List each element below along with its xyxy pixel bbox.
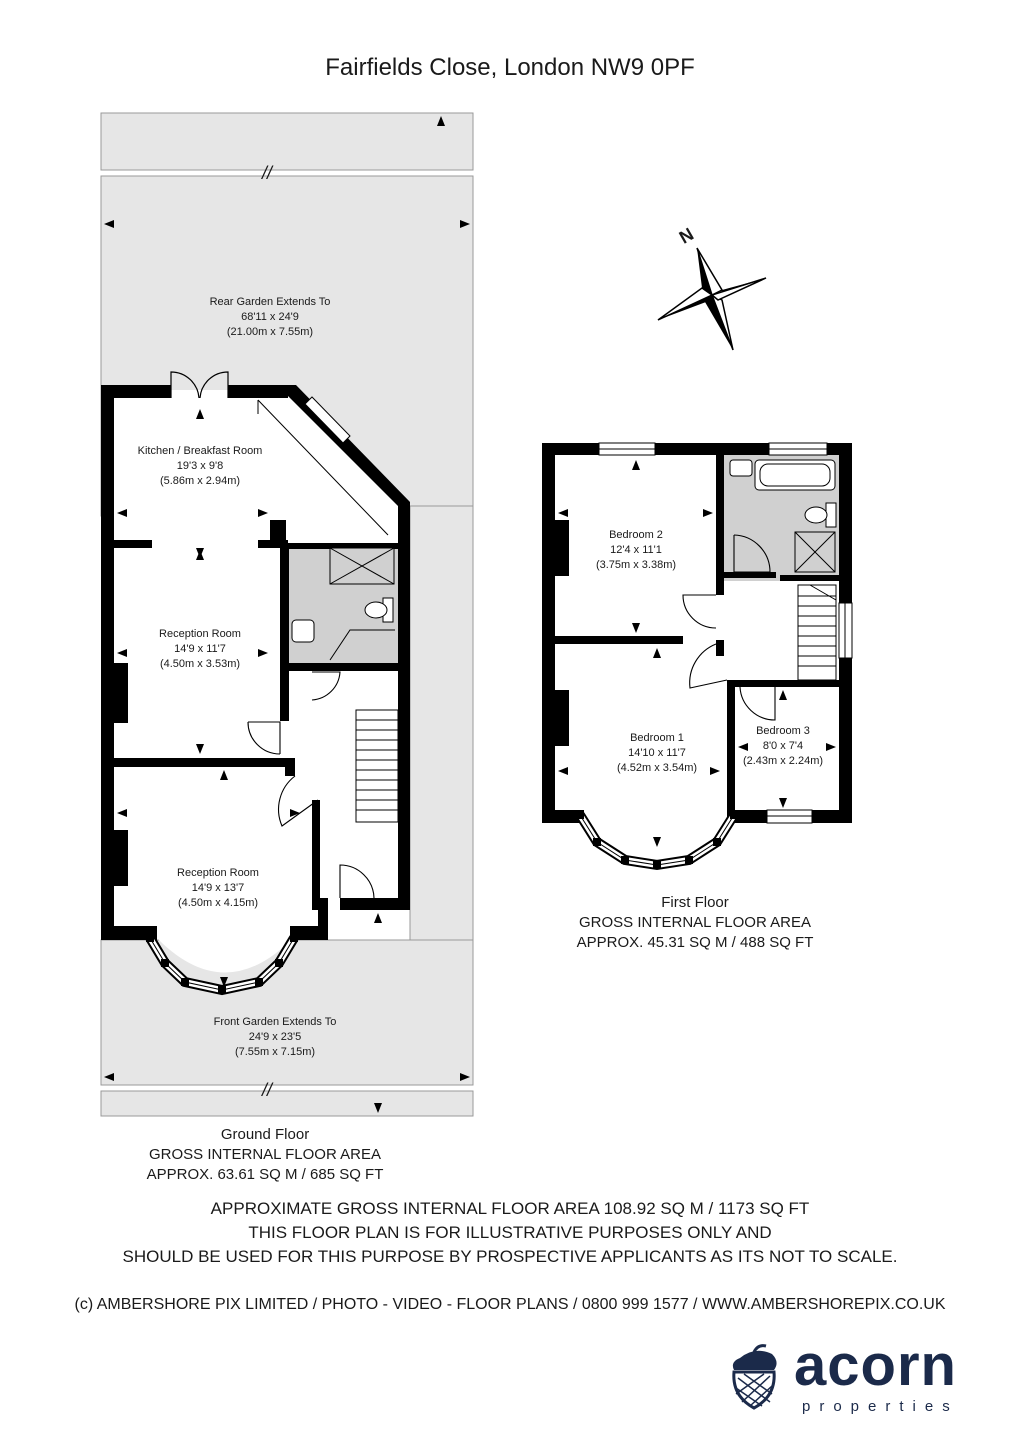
first-floor-name: First Floor xyxy=(661,894,729,911)
plan-title: Fairfields Close, London NW9 0PF xyxy=(325,54,695,81)
front-garden-imperial: 24'9 x 23'5 xyxy=(248,1031,302,1043)
ground-stairs xyxy=(356,710,398,822)
rear-garden-name: Rear Garden Extends To xyxy=(209,296,331,308)
reception1-imperial: 14'9 x 11'7 xyxy=(174,643,226,655)
rear-garden-imperial: 68'11 x 24'9 xyxy=(241,311,299,323)
bedroom1-imperial: 14'10 x 11'7 xyxy=(628,747,686,759)
front-garden-strip xyxy=(101,1091,473,1116)
bedroom3-name: Bedroom 3 xyxy=(756,725,810,737)
reception1-name: Reception Room xyxy=(159,628,241,640)
acorn-logo xyxy=(720,1333,1000,1420)
ground-floor-name: Ground Floor xyxy=(220,1126,310,1143)
ground-floor-area-label: GROSS INTERNAL FLOOR AREA xyxy=(149,1146,381,1163)
kitchen-name: Kitchen / Breakfast Room xyxy=(137,445,263,457)
reception2-imperial: 14'9 x 13'7 xyxy=(191,882,245,894)
ground-floor-area: APPROX. 63.61 SQ M / 685 SQ FT xyxy=(146,1166,384,1183)
disclaimer-line-3: SHOULD BE USED FOR THIS PURPOSE BY PROSPECTIVE APPLICANTS AS ITS NOT TO SCALE. xyxy=(122,1247,898,1266)
compass-north-letter: N xyxy=(675,223,698,248)
bedroom1-metric: (4.52m x 3.54m) xyxy=(616,762,698,774)
compass-icon xyxy=(658,224,766,350)
disclaimer-line-1: APPROXIMATE GROSS INTERNAL FLOOR AREA 108.92 SQ M / 1173 SQ FT xyxy=(210,1199,810,1218)
front-garden-break-mark: // xyxy=(262,1080,273,1100)
ground-floor-label xyxy=(130,1125,400,1185)
logo-wordmark: acorn xyxy=(794,1333,957,1398)
front-garden-name: Front Garden Extends To xyxy=(213,1016,337,1028)
rear-garden-break-mark: // xyxy=(262,163,273,183)
reception2-name: Reception Room xyxy=(177,867,259,879)
bedroom3-imperial: 8'0 x 7'4 xyxy=(762,740,804,752)
reception2-metric: (4.50m x 4.15m) xyxy=(177,897,259,909)
front-garden xyxy=(101,940,473,1085)
first-floor-label xyxy=(560,893,830,953)
ground-interior xyxy=(106,390,406,973)
rear-garden-strip xyxy=(101,113,473,170)
first-floor-area-label: GROSS INTERNAL FLOOR AREA xyxy=(579,914,811,931)
bedroom2-imperial: 12'4 x 11'1 xyxy=(610,544,662,556)
logo-subtitle: properties xyxy=(802,1398,959,1415)
bedroom1-name: Bedroom 1 xyxy=(630,732,684,744)
kitchen-imperial: 19'3 x 9'8 xyxy=(176,460,224,472)
kitchen-metric: (5.86m x 2.94m) xyxy=(159,475,241,487)
copyright-footer: (c) AMBERSHORE PIX LIMITED / PHOTO - VIDEO - FLOOR PLANS / 0800 999 1577 / WWW.AMBERSHOREPIX.CO.UK xyxy=(74,1296,946,1313)
acorn-icon xyxy=(720,1344,790,1414)
bedroom2-metric: (3.75m x 3.38m) xyxy=(595,559,677,571)
first-floor-area: APPROX. 45.31 SQ M / 488 SQ FT xyxy=(576,934,814,951)
front-garden-metric: (7.55m x 7.15m) xyxy=(234,1046,316,1058)
rear-garden-metric: (21.00m x 7.55m) xyxy=(226,326,314,338)
reception1-metric: (4.50m x 3.53m) xyxy=(159,658,241,670)
bedroom2-name: Bedroom 2 xyxy=(609,529,663,541)
side-passage xyxy=(410,506,473,941)
disclaimer-line-2: THIS FLOOR PLAN IS FOR ILLUSTRATIVE PURPOSES ONLY AND xyxy=(248,1223,772,1242)
bedroom3-metric: (2.43m x 2.24m) xyxy=(742,755,824,767)
disclaimer xyxy=(0,1197,1020,1269)
first-stairs xyxy=(798,585,836,680)
